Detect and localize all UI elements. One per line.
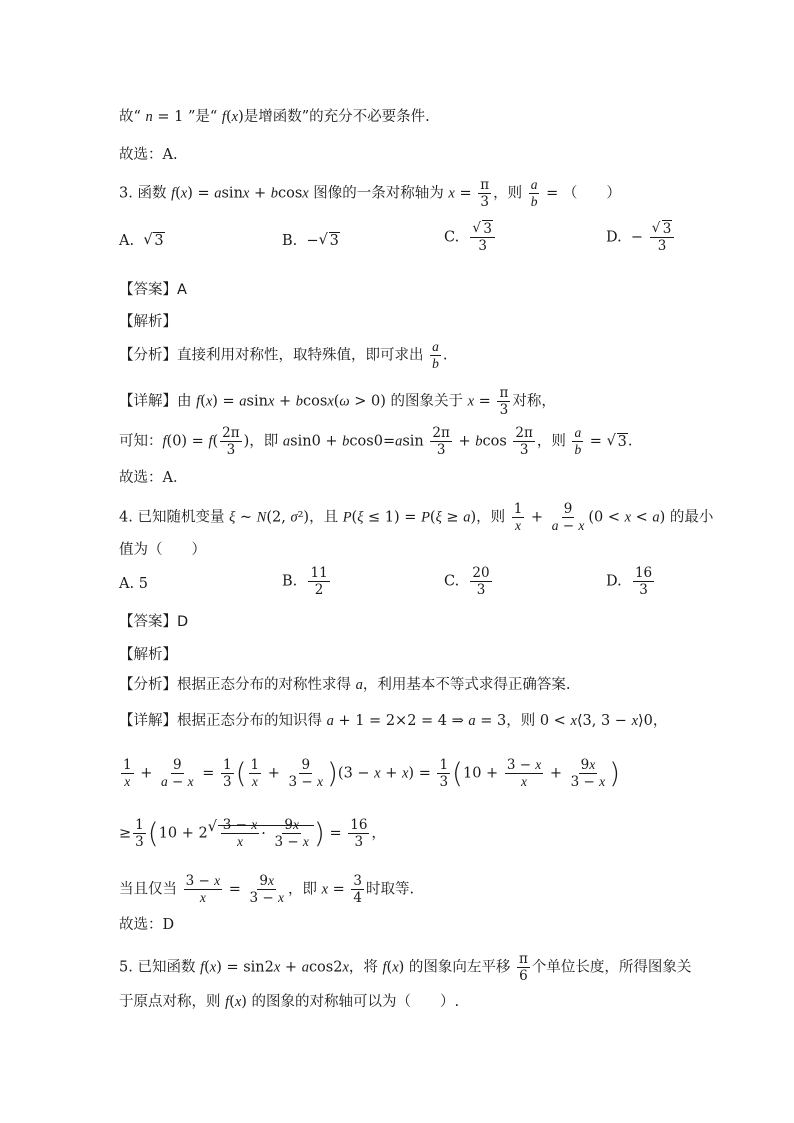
q3-fenxi: 【分析】直接利用对称性，取特殊值，即可求出 $\frac{a}{b}$ . — [119, 339, 448, 372]
q4-answer: 【答案】D — [119, 614, 189, 630]
q3-analysis-label: 【解析】 — [119, 314, 177, 330]
q4-equation-3: 当且仅当 $\frac{3 - x}{x}$ = $\frac{9x}{3 - x}$ ，即 x = $\frac{3}{4}$ 时取等. — [119, 873, 415, 907]
q4-equation-2: ≥ $\frac{1}{3}$ (10 + 2 √ $\frac{3 - x}{x}$ · $\frac{9x}{3 - x}$ ) = $\frac{16}{3}$ ， — [119, 818, 386, 849]
q3-detail-2: 可知：f(0) = f( $\frac{2\pi}{3}$ )，即 asin0 + bcos0=asin $\frac{2\pi}{3}$ + bcos $\frac{2\pi}{3}$ ，则 $\frac{a}{b}$ = √ 3. — [119, 426, 632, 457]
q4-analysis-label: 【解析】 — [119, 647, 177, 663]
text-line-choose-a: 故选：A. — [119, 147, 178, 163]
q4-choose: 故选：D — [119, 917, 175, 933]
question-4-stem: 4. 已知随机变量 ξ ~ N(2, σ²)，且 P(ξ ≤ 1) = P(ξ ≥ a)，则 $\frac{1}{x}$ + $\frac{9}{a - x}$ (0 < x < a) 的最小 — [119, 501, 714, 535]
q3-answer: 【答案】A — [119, 282, 187, 298]
question-4-stem-2: 值为（ ） — [119, 542, 206, 558]
q4-option-d: D. $\frac{16}{3}$ — [606, 565, 653, 599]
question-5-stem-2: 于原点对称，则 f(x) 的图象的对称轴可以为（ ）. — [119, 994, 460, 1010]
q4-detail: 【详解】根据正态分布的知识得 a + 1 = 2×2 = 4 ⇒ a = 3，则 0 < x⟨3, 3 − x⟩0， — [119, 713, 668, 729]
q4-fenxi: 【分析】根据正态分布的对称性求得 a，利用基本不等式求得正确答案. — [119, 677, 571, 693]
q4-option-b: B. $\frac{11}{2}$ — [282, 565, 328, 599]
text-line-conclusion: 故“ n = 1 ”是“ f(x)是增函数”的充分不必要条件. — [119, 109, 430, 125]
q3-option-b: B. −√ 3 — [282, 233, 340, 249]
q3-option-d: D. − √ $\frac{3}{3}$ — [606, 222, 676, 253]
q4-option-a: A. 5 — [119, 576, 148, 592]
q3-choose: 故选：A． — [119, 470, 188, 486]
q4-option-c: C. $\frac{20}{3}$ — [444, 565, 490, 599]
question-5-stem: 5. 已知函数 f(x) = sin2x + acos2x，将 f(x) 的图象向左平移 $\frac{\pi}{6}$ 个单位长度，所得图象关 — [119, 951, 692, 985]
question-3-stem: 3. 函数 f(x) = asinx + bcosx 图像的一条对称轴为 x = $\frac{\pi}{3}$ ，则 $\frac{a}{b}$ = （ ） — [119, 177, 621, 211]
q4-equation-1: $\frac{1}{x}$ + $\frac{9}{a - x}$ = $\frac{1}{3}$ ( $\frac{1}{x}$ + $\frac{9}{3 - x}$ )(3 − x + x) = $\frac{1}{3}$ (10 + $\frac{3 - x}{x}$ + $\frac{9x}{3 - x}$ ) — [123, 756, 621, 791]
q3-option-c: C. √ $\frac{3}{3}$ — [444, 222, 497, 253]
q3-detail: 【详解】由 f(x) = asinx + bcosx(ω > 0) 的图象关于 x = $\frac{\pi}{3}$ 对称， — [119, 385, 556, 419]
q3-option-a: A. √ 3 — [119, 233, 165, 249]
